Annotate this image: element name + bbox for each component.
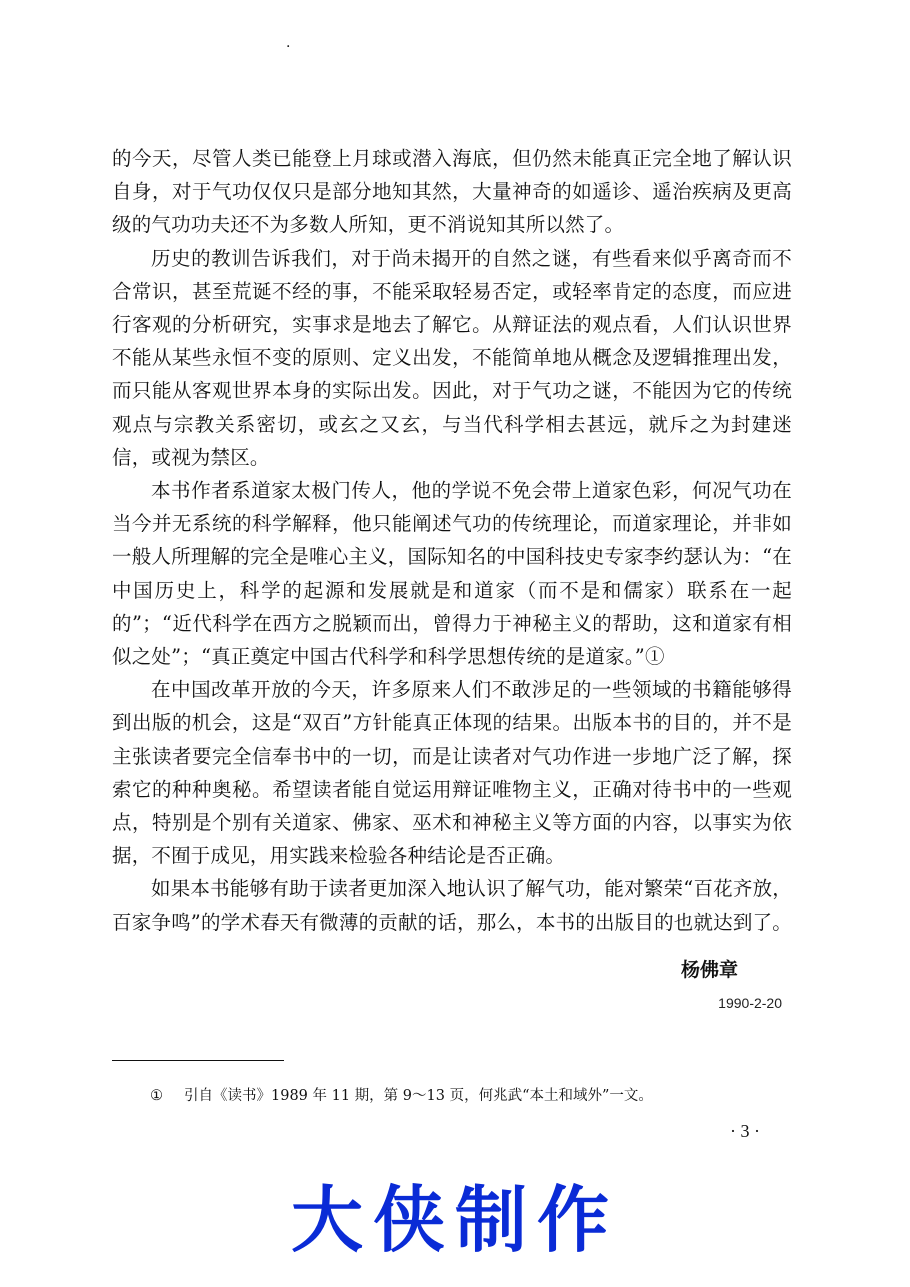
stray-mark: ·	[286, 39, 291, 55]
footnote-text: 引自《读书》1989 年 11 期，第 9～13 页，何兆武“本土和域外”一文。	[184, 1088, 653, 1104]
paragraph-continuation: 的今天，尽管人类已能登上月球或潜入海底，但仍然未能真正完全地了解认识自身，对于气功仅仅只是部分地知其然，大量神奇的如遥诊、遥治疾病及更高级的气功功夫还不为多数人所知，更不消说知其所以然了。	[112, 147, 792, 237]
footnote-marker: ①	[150, 1088, 163, 1104]
paragraph-author-taoism: 本书作者系道家太极门传人，他的学说不免会带上道家色彩，何况气功在当今并无系统的科学解释，他只能阐述气功的传统理论，而道家理论，并非如一般人所理解的完全是唯心主义，国际知名的中国科技史专家李约瑟认为：“在中国历史上，科学的起源和发展就是和道家（而不是和儒家）联系在一起的”；“近代科学在西方之脱颖而出，曾得力于神秘主义的帮助，这和道家有相似之处”；“真正奠定中国古代科学和科学思想传统的是道家。”①	[112, 479, 792, 669]
footnote-divider	[112, 1060, 284, 1061]
watermark: 大侠制作	[290, 1178, 619, 1262]
paragraph-history-lesson: 历史的教训告诉我们，对于尚未揭开的自然之谜，有些看来似乎离奇而不合常识，甚至荒诞不经的事，不能采取轻易否定，或轻率肯定的态度，而应进行客观的分析研究，实事求是地去了解它。从辩证法的观点看，人们认识世界不能从某些永恒不变的原则、定义出发，不能简单地从概念及逻辑推理出发，而只能从客观世界本身的实际出发。因此，对于气功之谜，不能因为它的传统观点与宗教关系密切，或玄之又玄，与当代科学相去甚远，就斥之为封建迷信，或视为禁区。	[112, 246, 792, 469]
footnote	[150, 1086, 653, 1106]
preface-body	[112, 142, 792, 939]
signature-date: 1990-2-20	[718, 995, 782, 1011]
signature-name: 杨佛章	[680, 959, 738, 981]
page-number: · 3 ·	[730, 1121, 760, 1141]
paragraph-closing: 如果本书能够有助于读者更加深入地认识了解气功，能对繁荣“百花齐放，百家争鸣”的学术春天有微薄的贡献的话，那么，本书的出版目的也就达到了。	[112, 877, 792, 934]
paragraph-publication-purpose: 在中国改革开放的今天，许多原来人们不敢涉足的一些领域的书籍能够得到出版的机会，这是“双百”方针能真正体现的结果。出版本书的目的，并不是主张读者要完全信奉书中的一切，而是让读者对气功作进一步地广泛了解，探索它的种种奥秘。希望读者能自觉运用辩证唯物主义，正确对待书中的一些观点，特别是个别有关道家、佛家、巫术和神秘主义等方面的内容，以事实为依据，不囿于成见，用实践来检验各种结论是否正确。	[112, 678, 792, 868]
